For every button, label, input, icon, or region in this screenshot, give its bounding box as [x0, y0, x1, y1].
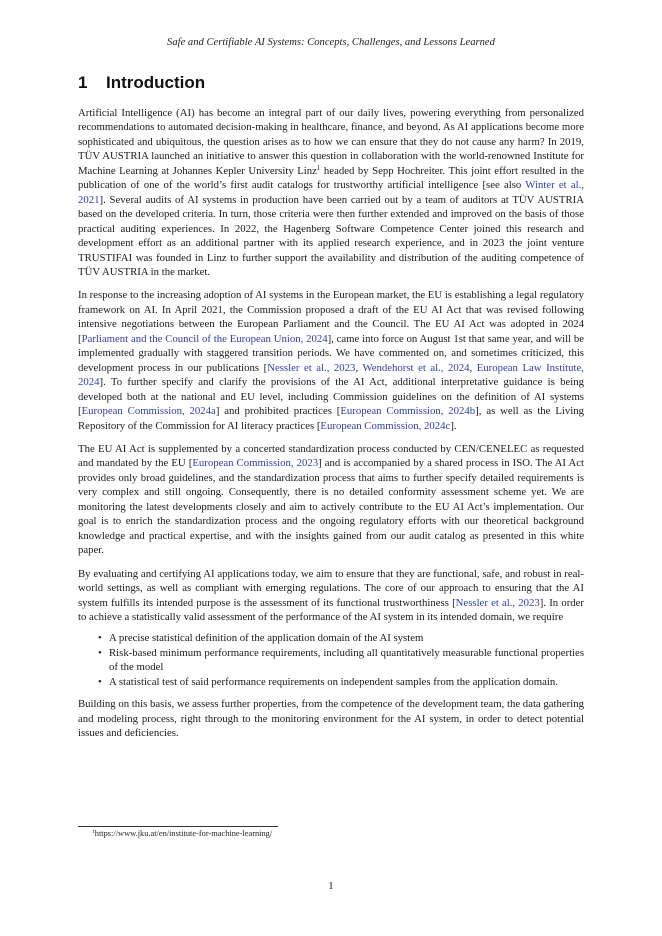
- section-heading: [78, 73, 205, 93]
- paragraph-intro: [78, 106, 584, 279]
- requirements-list: [78, 631, 584, 689]
- paragraph-text: ], as well as the Living Repository of the Commission for AI literacy practices [: [78, 405, 584, 432]
- paragraph-text: Building on this basis, we assess further properties, from the competence of the development team, the data gathering and modeling process, right through to the monitoring environment for the AI system, in order to detect potential issues and deficiencies.: [78, 698, 584, 740]
- footnote-url[interactable]: https://www.jku.at/en/institute-for-machine-learning/: [94, 829, 273, 838]
- paragraph-text: ]. Several audits of AI systems in production have been carried out by a team of auditors at TÜV AUSTRIA based on the developed criteria. In turn, those criteria were then further extended and improved on the basis of those practical auditing experiences. In 2022, the Hagenberg Software Competence Center joined this research and development effort as an additional partner with its applied research experience, and in 2023 the joint venture TRUSTIFAI was founded in Linz to further support the availability and distribution of the auditing competence of TÜV AUSTRIA in the market.: [78, 193, 584, 278]
- footnote: [92, 829, 272, 838]
- list-item: • Risk-based minimum performance requirements, including all quantitatively measurable functional properties of the model: [109, 646, 584, 675]
- list-item: • A statistical test of said performance requirements on independent samples from the application domain.: [109, 675, 584, 689]
- list-item: • A precise statistical definition of the application domain of the AI system: [109, 631, 584, 645]
- paragraph-text: ] and is accompanied by a shared process in ISO. The AI Act provides only broad guidelines, and the standardization process that aims to further specify detailed requirements is very complex and still ongoing. Consequently, there is no detailed conformity assessment scheme yet. We are monitoring the latest developments closely and aim to actively contribute to the EU AI Act’s implementation. Our goal is to enrich the standardization process and the ongoing regulatory efforts with our theoretical background knowledge and practical expertise, and with the insights gained from our audit catalog as presented in this white paper.: [78, 457, 584, 557]
- body-text: [78, 106, 584, 750]
- citation-link[interactable]: European Commission, 2024a: [81, 405, 216, 418]
- paragraph-text: The EU AI Act is supplemented by a concerted standardization process conducted by CEN/CENELEC as requested and mandated by the EU [: [78, 442, 584, 470]
- paragraph-text: ,: [469, 361, 477, 374]
- section-title: Introduction: [106, 73, 206, 92]
- paragraph-text: ,: [355, 361, 363, 374]
- citation-link[interactable]: Winter et al., 2021: [78, 179, 585, 206]
- paragraph-text: ] and prohibited practices [: [215, 405, 341, 418]
- paragraph-text: In response to the increasing adoption of AI systems in the European market, the EU is establishing a legal regulatory framework on AI. In April 2021, the Commission proposed a draft of the EU AI Act that was revised following intensive negotiations between the European Parliament and the Council. The EU AI Act was adopted in 2024 [: [78, 289, 584, 345]
- citation-link[interactable]: Nessler et al., 2023: [267, 361, 356, 374]
- citation-link[interactable]: Parliament and the Council of the European Union, 2024: [81, 332, 328, 345]
- footnote-mark[interactable]: 1: [316, 163, 321, 172]
- citation-link[interactable]: European Commission, 2023: [192, 457, 319, 470]
- citation-link[interactable]: European Commission, 2024c: [320, 419, 451, 432]
- paragraph-approach: [78, 567, 584, 625]
- citation-link[interactable]: European Law Institute, 2024: [78, 361, 584, 389]
- section-number: 1: [78, 73, 88, 92]
- paragraph-text: ].: [450, 419, 457, 432]
- paragraph-further-properties: [78, 697, 584, 740]
- paragraph-text: ], came into force on August 1st that same year, and will be implemented gradually with staggered transition periods. We have commented on, and sometimes criticized, this development process in our publications [: [78, 332, 584, 374]
- paragraph-text: By evaluating and certifying AI applications today, we aim to ensure that they are functional, safe, and robust in real-world settings, as well as compliant with emerging regulations. The core of our approach to ensuring that the AI system fulfills its intended purpose is the assessment of its functional trustworthiness [: [78, 567, 584, 609]
- page-number: 1: [328, 880, 334, 892]
- paragraph-text: Artificial Intelligence (AI) has become an integral part of our daily lives, powering everything from personalized recommendations to automated decision-making in healthcare, finance, and beyond. As AI applications become more sophisticated and ubiquitous, the question arises as to how we can ensure that they do not cause any harm? In 2019, TÜV AUSTRIA launched an initiative to answer this question in collaboration with the world-renowned Institute for Machine Learning at Johannes Kepler University Linz: [78, 107, 584, 177]
- footnote-number: 1: [92, 829, 95, 835]
- citation-link[interactable]: European Commission, 2024b: [340, 405, 476, 418]
- paragraph-text: ]. To further specify and clarify the provisions of the AI Act, additional interpretative guidance is being developed both at the national and EU level, including Commission guidelines on the definition of AI systems [: [78, 376, 584, 418]
- footnote-divider: [78, 826, 278, 827]
- running-header: Safe and Certifiable AI Systems: Concepts, Challenges, and Lessons Learned: [167, 37, 495, 48]
- citation-link[interactable]: Nessler et al., 2023: [455, 596, 540, 609]
- paragraph-text: headed by Sepp Hochreiter. This joint effort resulted in the publication of one of the world’s first audit catalogs for trustworthy artificial intelligence [see also: [78, 164, 584, 192]
- citation-link[interactable]: Wendehorst et al., 2024: [362, 361, 470, 374]
- paragraph-eu-ai-act: [78, 288, 584, 433]
- paragraph-text: ]. In order to achieve a statistically valid assessment of the performance of the AI system in its intended domain, we require: [78, 596, 584, 623]
- paragraph-standardization: [78, 442, 584, 558]
